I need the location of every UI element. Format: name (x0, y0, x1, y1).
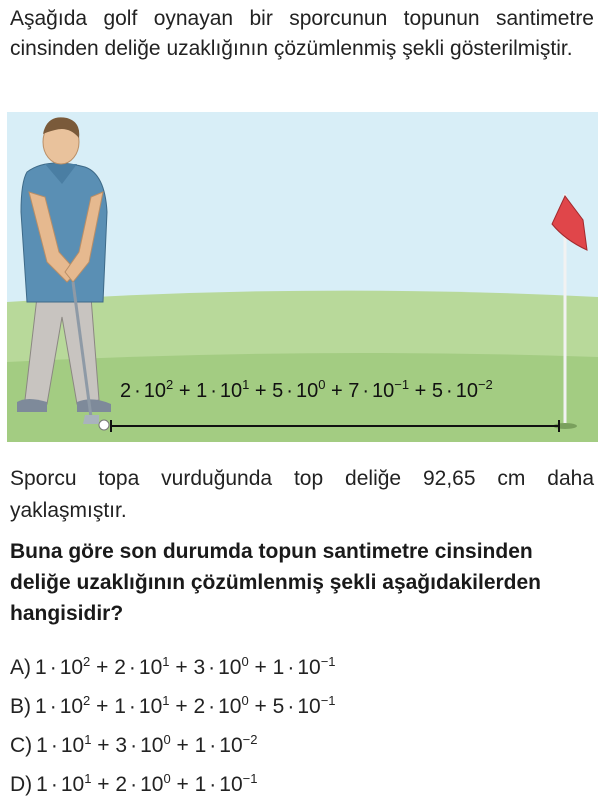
multiply-dot: · (210, 380, 217, 402)
multiply-dot: · (362, 380, 370, 402)
choice-expression (35, 653, 336, 680)
multiply-dot: · (49, 655, 57, 679)
term-coefficient: 2 (114, 655, 126, 679)
term-base: 10 (219, 380, 243, 402)
choice-expression (36, 731, 258, 758)
term-base: 10 (60, 733, 85, 757)
expression-term (114, 692, 170, 718)
expression-term (114, 653, 170, 679)
multiply-dot: · (50, 733, 58, 757)
expression-term (120, 377, 174, 402)
term-base: 10 (219, 772, 243, 796)
expression-term (348, 377, 410, 402)
choice-expression (35, 692, 336, 719)
term-coefficient: 1 (196, 380, 208, 402)
choice-a[interactable] (10, 648, 336, 687)
multiply-dot: · (134, 380, 141, 402)
term-coefficient: 1 (272, 655, 285, 679)
term-exponent: 0 (163, 731, 171, 747)
term-coefficient: 5 (272, 694, 285, 718)
multiply-dot: · (49, 694, 57, 718)
plus-sign: + (173, 380, 197, 402)
expression-term (35, 692, 91, 718)
plus-sign: + (91, 733, 116, 757)
term-base: 10 (297, 655, 321, 679)
intro-text: Aşağıda golf oynayan bir sporcunun topunun santimetre cinsinden deliğe uzaklığının çözümlenmiş şekli gösterilmiştir. (10, 7, 594, 60)
term-base: 10 (140, 733, 164, 757)
multiply-dot: · (130, 733, 138, 757)
term-coefficient: 5 (431, 380, 444, 402)
term-coefficient: 1 (114, 694, 126, 718)
multiply-dot: · (128, 694, 136, 718)
plus-sign: + (90, 694, 115, 718)
term-base: 10 (138, 694, 163, 718)
multiply-dot: · (209, 733, 217, 757)
expression-term (431, 377, 493, 402)
choice-b[interactable] (10, 687, 336, 726)
term-exponent: 1 (242, 377, 250, 392)
expression-term (193, 653, 249, 679)
expression-term (272, 653, 336, 679)
multiply-dot: · (287, 694, 295, 718)
term-coefficient: 1 (36, 733, 48, 757)
multiply-dot: · (209, 772, 217, 796)
expression-term (115, 731, 171, 757)
term-exponent: 0 (241, 692, 249, 708)
term-exponent: 1 (162, 653, 170, 669)
choice-letter: D) (10, 772, 33, 796)
expression-term (272, 377, 326, 402)
term-base: 10 (218, 694, 242, 718)
question-text: Buna göre son durumda topun santimetre cinsinden deliğe uzaklığının çözümlenmiş şekli aşağıdakilerden hangisidir? (10, 540, 542, 625)
term-exponent: 2 (83, 653, 91, 669)
golf-ball (99, 420, 109, 430)
term-exponent: −2 (477, 377, 493, 392)
term-base: 10 (219, 733, 243, 757)
expression-term (194, 731, 258, 757)
plus-sign: + (249, 380, 273, 402)
term-base: 10 (295, 380, 319, 402)
term-coefficient: 1 (194, 733, 207, 757)
plus-sign: + (248, 655, 273, 679)
term-coefficient: 3 (193, 655, 206, 679)
term-base: 10 (297, 694, 321, 718)
multiply-dot: · (208, 694, 216, 718)
term-coefficient: 5 (272, 380, 284, 402)
term-exponent: 1 (84, 731, 92, 747)
expression-term (36, 731, 92, 757)
term-exponent: −1 (242, 770, 258, 786)
plus-sign: + (170, 733, 195, 757)
expression-term (36, 770, 92, 796)
multiply-dot: · (287, 655, 295, 679)
term-base: 10 (138, 655, 163, 679)
term-exponent: 2 (166, 377, 174, 392)
term-exponent: 2 (83, 692, 91, 708)
plus-sign: + (91, 772, 116, 796)
choice-expression (36, 770, 258, 797)
term-base: 10 (59, 655, 84, 679)
term-coefficient: 2 (115, 772, 128, 796)
expression-term (194, 770, 258, 796)
multiply-dot: · (50, 772, 58, 796)
term-exponent: 1 (162, 692, 170, 708)
term-coefficient: 1 (36, 772, 48, 796)
term-coefficient: 3 (115, 733, 128, 757)
plus-sign: + (90, 655, 115, 679)
expression-term (272, 692, 336, 718)
multiply-dot: · (208, 655, 216, 679)
multiply-dot: · (286, 380, 293, 402)
plus-sign: + (169, 694, 194, 718)
choice-d[interactable] (10, 765, 336, 804)
term-base: 10 (218, 655, 242, 679)
choice-letter: A) (10, 655, 31, 679)
term-exponent: 0 (163, 770, 171, 786)
answer-choices (10, 648, 336, 804)
plus-sign: + (170, 772, 195, 796)
distance-expression (120, 377, 493, 403)
term-base: 10 (140, 772, 164, 796)
term-exponent: 0 (318, 377, 326, 392)
term-coefficient: 1 (35, 694, 47, 718)
term-exponent: −2 (242, 731, 258, 747)
term-coefficient: 1 (194, 772, 207, 796)
term-exponent: 1 (84, 770, 92, 786)
plus-sign: + (409, 380, 432, 402)
context-text: Sporcu topa vurduğunda top deliğe 92,65 cm daha yaklaşmıştır. (10, 467, 594, 522)
term-exponent: −1 (320, 692, 336, 708)
plus-sign: + (325, 380, 349, 402)
expression-term (35, 653, 91, 679)
term-coefficient: 1 (35, 655, 47, 679)
plus-sign: + (248, 694, 273, 718)
choice-c[interactable] (10, 726, 336, 765)
choice-letter: C) (10, 733, 33, 757)
expression-term (193, 692, 249, 718)
term-base: 10 (143, 380, 167, 402)
multiply-dot: · (446, 380, 453, 402)
term-base: 10 (372, 380, 395, 402)
multiply-dot: · (128, 655, 136, 679)
term-exponent: −1 (394, 377, 410, 392)
term-coefficient: 2 (193, 694, 206, 718)
plus-sign: + (169, 655, 194, 679)
expression-term (196, 377, 250, 402)
term-coefficient: 7 (348, 380, 360, 402)
expression-term (115, 770, 171, 796)
multiply-dot: · (130, 772, 138, 796)
term-exponent: 0 (241, 653, 249, 669)
term-exponent: −1 (320, 653, 336, 669)
term-coefficient: 2 (120, 380, 132, 402)
choice-letter: B) (10, 694, 31, 718)
term-base: 10 (59, 694, 84, 718)
term-base: 10 (60, 772, 85, 796)
term-base: 10 (455, 380, 478, 402)
